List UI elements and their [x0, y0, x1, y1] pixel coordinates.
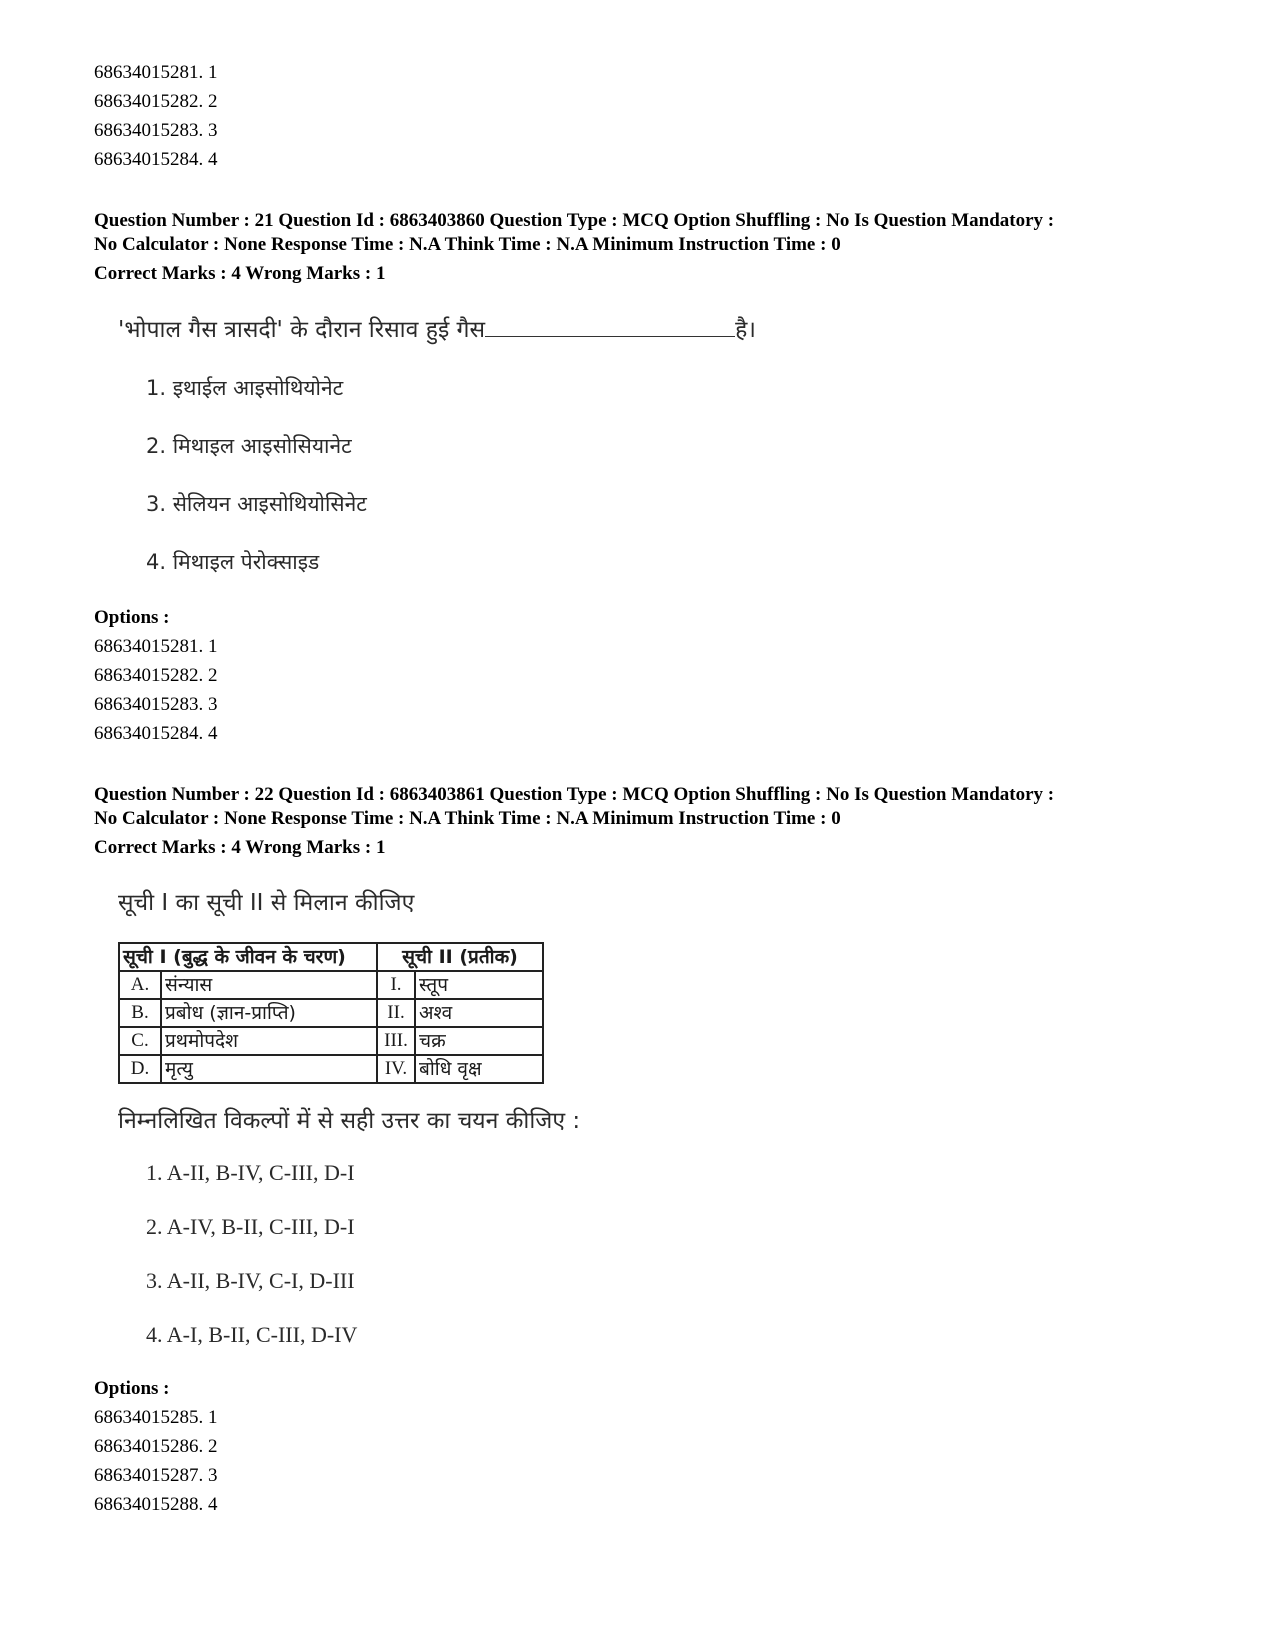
options-label: Options :: [94, 607, 170, 628]
question-header-line2: No Calculator : None Response Time : N.A Think Time : N.A Minimum Instruction Time : 0: [94, 808, 841, 829]
question-header-line2: No Calculator : None Response Time : N.A Think Time : N.A Minimum Instruction Time : 0: [94, 234, 841, 255]
question-text-start: 'भोपाल गैस त्रासदी' के दौरान रिसाव हुई गैस: [118, 317, 486, 343]
list-1-key: B.: [119, 999, 161, 1027]
list-1-item: प्रबोध (ज्ञान-प्राप्ति): [161, 999, 377, 1027]
document-page: [94, 58, 1194, 1519]
question-22: [94, 783, 1194, 1519]
answer-choice: 1. इथाईल आइसोथियोनेट: [146, 376, 344, 400]
question-marks: Correct Marks : 4 Wrong Marks : 1: [94, 263, 386, 284]
option-line: 68634015282. 2: [94, 91, 218, 112]
question-header-line1: Question Number : 21 Question Id : 6863403860 Question Type : MCQ Option Shuffling : No Is Question Mandatory :: [94, 210, 1055, 231]
list-2-key: I.: [377, 971, 415, 999]
question-marks: Correct Marks : 4 Wrong Marks : 1: [94, 837, 386, 858]
options-label: Options :: [94, 1378, 170, 1399]
list-1-key: C.: [119, 1027, 161, 1055]
option-line: 68634015284. 4: [94, 723, 218, 744]
option-line: 68634015286. 2: [94, 1436, 218, 1457]
option-line: 68634015287. 3: [94, 1465, 218, 1486]
list-1-key: A.: [119, 971, 161, 999]
fill-in-blank: [485, 314, 735, 337]
option-line: 68634015281. 1: [94, 62, 218, 83]
list-1-item: मृत्यु: [161, 1055, 377, 1083]
answer-choice: 1. A-II, B-IV, C-III, D-I: [146, 1160, 355, 1185]
list-2-item: बोधि वृक्ष: [415, 1055, 543, 1083]
question-header-line1: Question Number : 22 Question Id : 6863403861 Question Type : MCQ Option Shuffling : No Is Question Mandatory :: [94, 784, 1055, 805]
table-row: [119, 1027, 543, 1055]
question-text: [118, 314, 1194, 345]
list-2-item: अश्व: [415, 999, 543, 1027]
question-text: सूची I का सूची II से मिलान कीजिए: [118, 890, 415, 916]
list-2-key: IV.: [377, 1055, 415, 1083]
list-2-item: स्तूप: [415, 971, 543, 999]
option-line: 68634015283. 3: [94, 120, 218, 141]
answer-choice: 3. सेलियन आइसोथियोसिनेट: [146, 492, 367, 516]
question-text-end: है।: [735, 317, 756, 343]
option-line: 68634015288. 4: [94, 1494, 218, 1515]
list-1-item: प्रथमोपदेश: [161, 1027, 377, 1055]
question-21: [94, 209, 1194, 748]
table-row: [119, 999, 543, 1027]
list-1-item: संन्यास: [161, 971, 377, 999]
question-body: [118, 888, 1194, 1350]
previous-question-options: [94, 58, 1194, 174]
list-2-item: चक्र: [415, 1027, 543, 1055]
match-table-header-row: [119, 943, 543, 971]
table-row: [119, 971, 543, 999]
answer-choice: 4. A-I, B-II, C-III, D-IV: [146, 1322, 358, 1347]
option-line: 68634015281. 1: [94, 636, 218, 657]
table-row: [119, 1055, 543, 1083]
list-2-key: II.: [377, 999, 415, 1027]
answer-choice: 4. मिथाइल पेरोक्साइड: [146, 550, 320, 574]
instruction-text: निम्नलिखित विकल्पों में से सही उत्तर का चयन कीजिए :: [118, 1108, 581, 1134]
answer-choice: 3. A-II, B-IV, C-I, D-III: [146, 1268, 355, 1293]
answer-choice: 2. मिथाइल आइसोसियानेट: [146, 434, 352, 458]
question-body: [118, 314, 1194, 577]
match-table: [118, 942, 544, 1084]
answer-choices: [118, 1158, 1194, 1350]
option-line: 68634015285. 1: [94, 1407, 218, 1428]
list-1-key: D.: [119, 1055, 161, 1083]
list-2-key: III.: [377, 1027, 415, 1055]
option-line: 68634015284. 4: [94, 149, 218, 170]
answer-choice: 2. A-IV, B-II, C-III, D-I: [146, 1214, 355, 1239]
option-line: 68634015282. 2: [94, 665, 218, 686]
list-2-header: सूची II (प्रतीक): [377, 943, 543, 971]
list-1-header: सूची I (बुद्ध के जीवन के चरण): [119, 943, 377, 971]
option-line: 68634015283. 3: [94, 694, 218, 715]
